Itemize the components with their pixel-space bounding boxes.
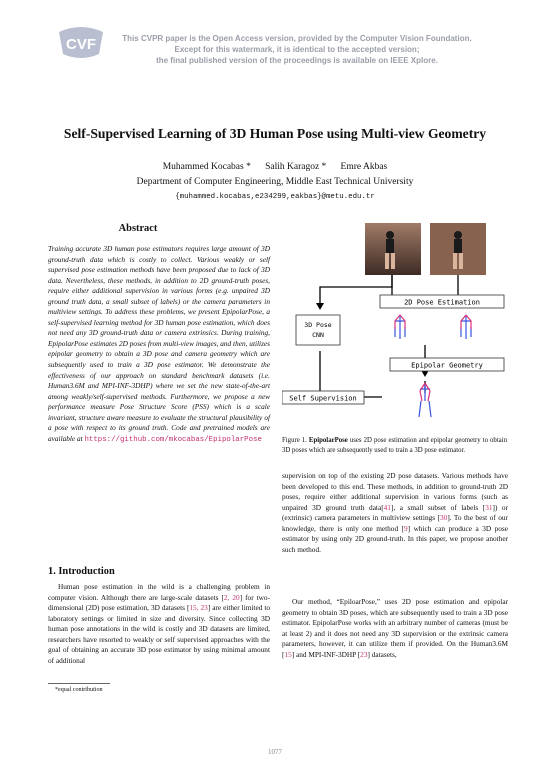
watermark-line-1: This CVPR paper is the Open Access version, provided by the Computer Vision Foundation.: [122, 34, 472, 43]
right-text-e: ] which can produce a 3D pose estimator by using only 2D ground-truth. In this paper, we propose another such method.: [282, 523, 508, 554]
logo-text: CVF: [66, 36, 96, 53]
figure-caption: [282, 436, 507, 455]
figure-1: [282, 221, 510, 426]
caption-bold: EpipolarPose: [308, 437, 348, 444]
email: {muhammed.kocabas,e234299,eakbas}@metu.edu.tr: [175, 193, 375, 201]
citation[interactable]: 15: [284, 649, 292, 659]
abstract-text: [48, 244, 270, 445]
label-2d-pose-estimation: 2D Pose Estimation: [404, 298, 480, 307]
intro-paragraph: [48, 582, 270, 666]
intro-text-a: Human pose estimation in the wild is a challenging problem in computer vision. Although there are large-scale datasets [: [48, 582, 270, 602]
label-cnn: CNN: [312, 331, 324, 339]
skeleton-2d: [395, 315, 471, 339]
caption-text: uses 2D pose estimation and epipolar geometry to obtain 3D poses which are subsequently used to train a 3D pose estimator.: [282, 437, 507, 454]
authors: Muhammed Kocabas * Salih Karagoz * Emre Akbas: [162, 162, 388, 172]
right-text-d: ]. To the best of our knowledge, there is only one method [: [282, 513, 508, 533]
citation[interactable]: 15, 23: [189, 603, 208, 613]
watermark-line-3: the final published version of the proceedings is available on IEEE Xplore.: [156, 56, 438, 65]
abstract-heading: Abstract: [118, 223, 158, 234]
footnote: *equal contribution: [55, 687, 103, 693]
citation[interactable]: 23: [360, 649, 368, 659]
section-heading-introduction: 1. Introduction: [48, 566, 115, 577]
intro-paragraph-right-2: [282, 597, 508, 660]
right-text-f: Our method, “EpiloarPose,” uses 2D pose estimation and epipolar geometry to obtain 3D poses, which are subsequently used to train a 3D pose estimator. EpipolarPose works with an arbitrary number of cameras (must be at least 2) and it does not need any 3D supervision or the extrinsic camera parameters, however, it can utilize them if provided. On the Human3.6M [: [282, 597, 508, 659]
watermark-line-2: Except for this watermark, it is identical to the accepted version;: [174, 45, 420, 54]
box-3d-pose-cnn: [296, 315, 340, 345]
caption-prefix: Figure 1.: [282, 437, 309, 444]
page-number: 1077: [268, 748, 282, 756]
citation[interactable]: 31: [485, 502, 493, 512]
citation[interactable]: 2, 20: [223, 592, 240, 602]
right-text-h: ] datasets,: [367, 649, 397, 659]
right-text-c: ]) or (extrinsic) camera parameters in multiview settings [: [282, 502, 509, 523]
label-3d-pose: 3D Pose: [304, 321, 332, 329]
skeleton-3d: [419, 383, 431, 417]
citation[interactable]: 30: [440, 513, 448, 523]
right-text-b: ], a small subset of labels [: [390, 502, 486, 512]
citation[interactable]: 41: [383, 502, 391, 512]
citation[interactable]: 9: [404, 523, 408, 533]
label-self-supervision: Self Supervision: [289, 394, 357, 403]
right-text-a: supervision on top of the existing 2D pose datasets. Various methods have been developed to this end. These methods, in addition to ground-truth 2D poses, require either additional supervision in various forms (such as unpaired 3D ground truth data[: [282, 471, 508, 512]
intro-text-b: ] for two-dimensional (2D) pose estimation, 3D datasets [: [48, 592, 271, 613]
intro-paragraph-right: [282, 471, 508, 555]
footnote-rule: [48, 683, 110, 684]
paper-title: Self-Supervised Learning of 3D Human Pose using Multi-view Geometry: [63, 126, 487, 141]
watermark: [112, 33, 482, 66]
label-epipolar-geometry: Epipolar Geometry: [411, 361, 483, 370]
intro-text-c: ] are either limited to laboratory settings or limited in size and diversity. Since collecting 3D human pose annotations in the wild is costly and 3D datasets are limited, researchers have resorted to weakly or self supervised approaches with the goal of obtaining an accurate 3D pose estimator by using minimal amount of additional: [48, 603, 270, 665]
abstract-body: Training accurate 3D human pose estimators requires large amount of 3D ground-truth data which is costly to collect. Various weakly or self supervised pose estimation methods have been proposed due to lack of 3D data. Nevertheless, these methods, in addition to 2D ground-truth poses, require either additional supervision in various forms (e.g. unpaired 3D ground truth data, a small subset of labels) or the camera parameters in multiview settings. To address these problems, we present EpipolarPose, a self-supervised learning method for 3D human pose estimation, which does not need any 3D ground-truth data or camera extrinsics. During training, EpipolarPose estimates 2D poses from multi-view images, and then, utilizes epipolar geometry to obtain a 3D pose and camera geometry which are subsequently used to train a 3D pose estimator. We demonstrate the effectiveness of our approach on standard benchmark datasets (i.e. Human3.6M and MPI-INF-3DHP) where we set the new state-of-the-art among weakly/self-supervised methods. Furthermore, we propose a new performance measure Pose Structure Score (PSS) which is a scale invariant, structure aware measure to evaluate the structural plausibility of a pose with respect to its ground truth. Code and pretrained models are available at: [48, 244, 270, 443]
affiliation: Department of Computer Engineering, Middle East Technical University: [136, 177, 414, 187]
code-link[interactable]: https://github.com/mkocabas/EpipolarPose: [84, 435, 262, 444]
right-text-g: ] and MPI-INF-3DHP [: [291, 649, 361, 659]
cvf-logo: [55, 26, 107, 60]
